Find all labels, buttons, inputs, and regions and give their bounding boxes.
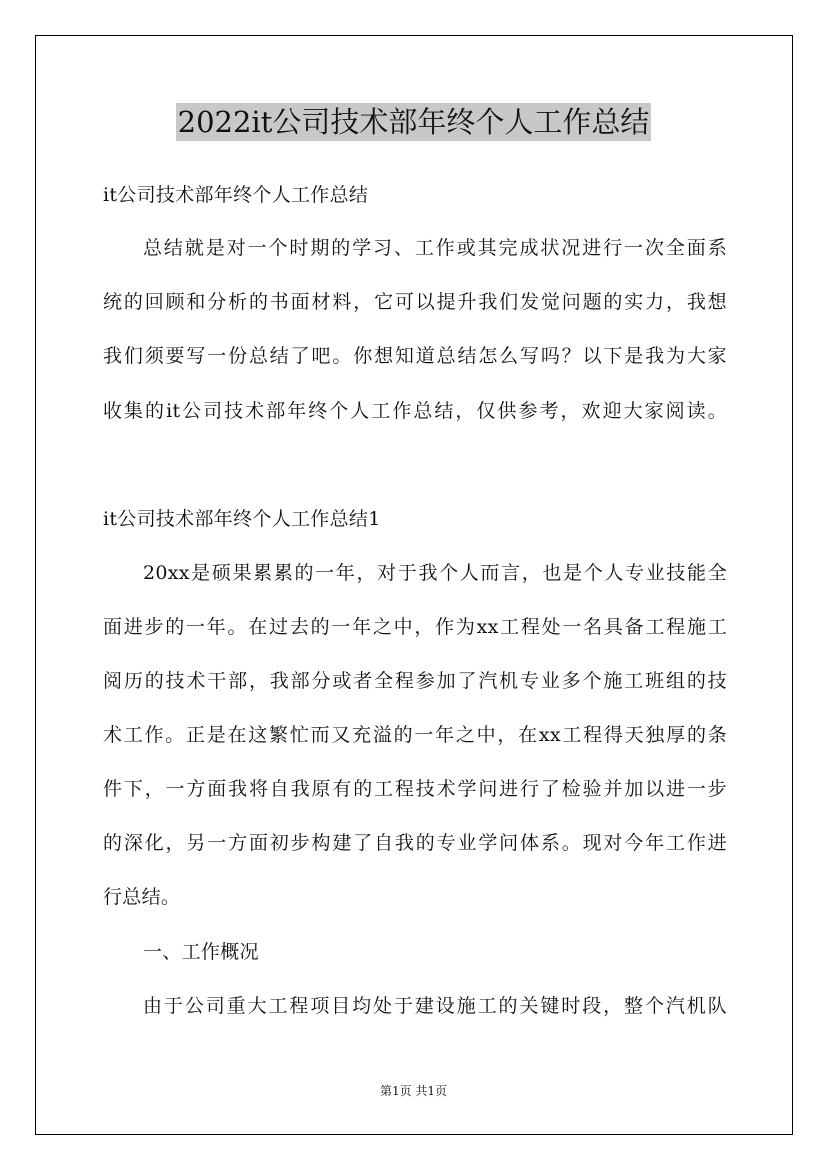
- body-line: 20xx是硕果累累的一年，对于我个人而言，也是个人专业技能全: [143, 562, 727, 584]
- intro-line: 统的回顾和分析的书面材料，它可以提升我们发觉问题的实力，我想: [103, 291, 727, 313]
- sub-heading: 一、工作概况: [143, 941, 259, 963]
- body-line: 阅历的技术干部，我部分或者全程参加了汽机专业多个施工班组的技: [103, 670, 727, 692]
- intro-line: 总结就是对一个时期的学习、工作或其完成状况进行一次全面系: [143, 237, 727, 259]
- document-subtitle: it公司技术部年终个人工作总结: [103, 184, 369, 206]
- document-title-text: 2022it公司技术部年终个人工作总结: [177, 105, 650, 139]
- body-line: 面进步的一年。在过去的一年之中，作为xx工程处一名具备工程施工: [103, 616, 727, 638]
- page-footer: 第1页 共1页: [379, 1084, 448, 1098]
- intro-line: 我们须要写一份总结了吧。你想知道总结怎么写吗？以下是我为大家: [103, 345, 727, 367]
- body-line: 由于公司重大工程项目均处于建设施工的关键时段，整个汽机队: [143, 995, 727, 1017]
- section-heading: it公司技术部年终个人工作总结1: [103, 508, 381, 530]
- body-line: 行总结。: [103, 886, 181, 908]
- body-line: 的深化，另一方面初步构建了自我的专业学问体系。现对今年工作进: [103, 832, 727, 854]
- body-line: 术工作。正是在这繁忙而又充溢的一年之中，在xx工程得天独厚的条: [103, 724, 727, 746]
- document-title: [0, 100, 827, 144]
- intro-line: 收集的it公司技术部年终个人工作总结，仅供参考，欢迎大家阅读。: [103, 400, 727, 422]
- body-line: 件下，一方面我将自我原有的工程技术学问进行了检验并加以进一步: [103, 778, 727, 800]
